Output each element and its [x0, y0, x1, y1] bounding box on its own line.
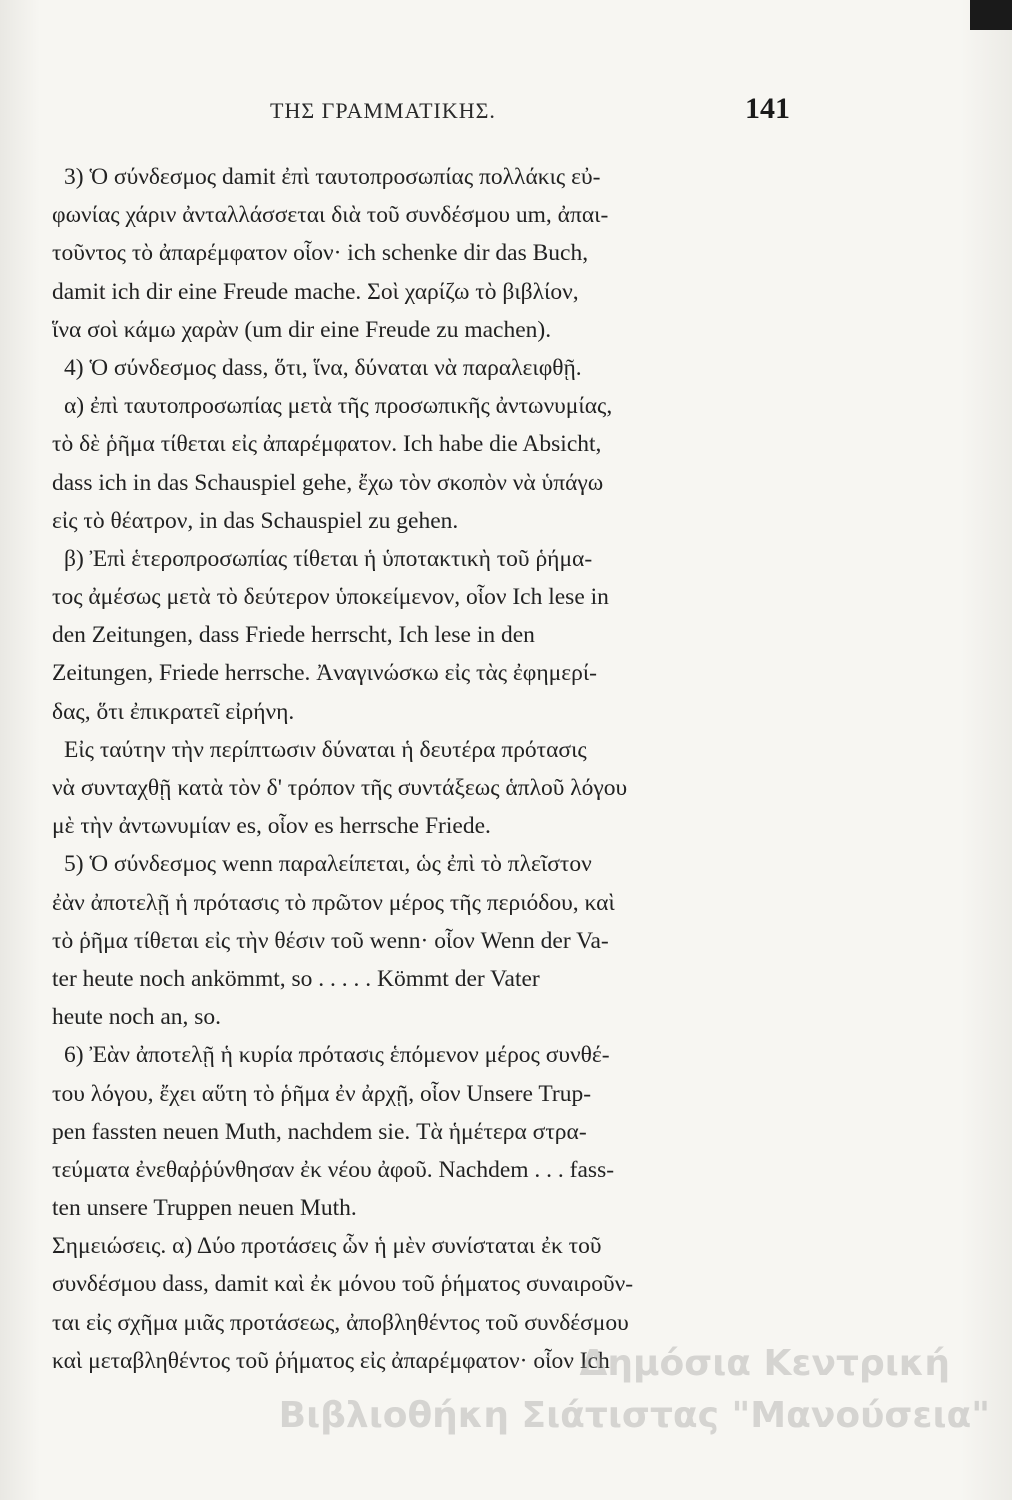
text-line: εἰς τὸ θέατρον, in das Schauspiel zu gehen. [52, 507, 459, 534]
text-line: τος ἀμέσως μετὰ τὸ δεύτερον ὑποκείμενον, οἷον Ich lese in [52, 584, 609, 611]
text-line: α) ἐπὶ ταυτοπροσωπίας μετὰ τῆς προσωπικῆς ἀντωνυμίας, [64, 393, 613, 420]
text-line: ἐὰν ἀποτελῇ ἡ πρότασις τὸ πρῶτον μέρος τῆς περιόδου, καὶ [52, 889, 615, 916]
watermark-line-2: Βιβλιοθήκη Σιάτιστας "Μανούσεια" [278, 1395, 990, 1436]
library-watermark [230, 1343, 990, 1463]
text-line: dass ich in das Schauspiel gehe, ἔχω τὸν σκοπὸν νὰ ὑπάγω [52, 469, 604, 496]
text-line: Εἰς ταύτην τὴν περίπτωσιν δύναται ἡ δευτέρα πρότασις [64, 736, 587, 763]
text-line: 4) Ὁ σύνδεσμος dass, ὅτι, ἵνα, δύναται νὰ παραλειφθῇ. [64, 354, 582, 381]
text-line: δας, ὅτι ἐπικρατεῖ εἰρήνη. [52, 698, 295, 725]
page-number: 141 [745, 92, 790, 125]
watermark-line-1: Δημόσια Κεντρική [579, 1343, 950, 1384]
text-line: ἵνα σοὶ κάμω χαρὰν (um dir eine Freude zu machen). [52, 316, 552, 343]
text-line: φωνίας χάριν ἀνταλλάσσεται διὰ τοῦ συνδέσμου um, ἀπαι- [52, 202, 609, 229]
running-title: ΤΗΣ ΓΡΑΜΜΑΤΙΚΗΣ. [270, 98, 496, 123]
text-line: τὸ δὲ ῥῆμα τίθεται εἰς ἀπαρέμφατον. Ich habe die Absicht, [52, 431, 602, 458]
text-line: Zeitungen, Friede herrsche. Ἀναγινώσκω εἰς τὰς ἐφημερί- [52, 660, 597, 687]
text-line: νὰ συνταχθῇ κατὰ τὸν δ' τρόπον τῆς συντάξεως ἁπλοῦ λόγου [52, 775, 628, 801]
text-line: 6) Ἐὰν ἀποτελῇ ἡ κυρία πρότασις ἑπόμενον μέρος συνθέ- [64, 1042, 610, 1069]
text-line: καὶ μεταβληθέντος τοῦ ῥήματος εἰς ἀπαρέμφατον· οἷον Ich [52, 1347, 610, 1374]
text-line: συνδέσμου dass, damit καὶ ἐκ μόνου τοῦ ῥήματος συναιροῦν- [52, 1271, 634, 1298]
text-line: τοῦντος τὸ ἀπαρέμφατον οἷον· ich schenke dir das Buch, [52, 240, 589, 267]
text-line: ten unsere Truppen neuen Muth. [52, 1195, 357, 1222]
text-line: damit ich dir eine Freude mache. Σοὶ χαρίζω τὸ βιβλίον, [52, 278, 579, 305]
body-text [52, 158, 784, 1380]
text-line: 3) Ὁ σύνδεσμος damit ἐπὶ ταυτοπροσωπίας πολλάκις εὐ- [64, 164, 601, 190]
text-line: του λόγου, ἔχει αὕτη τὸ ῥῆμα ἐν ἀρχῇ, οἷον Unsere Trup- [52, 1080, 592, 1107]
scan-corner-mark [970, 0, 1012, 30]
text-line: β) Ἐπὶ ἑτεροπροσωπίας τίθεται ἡ ὑποτακτικὴ τοῦ ῥήμα- [64, 545, 593, 572]
text-line: ter heute noch ankömmt, so . . . . . Kömmt der Vater [52, 965, 540, 992]
text-line: τὸ ῥῆμα τίθεται εἰς τὴν θέσιν τοῦ wenn· οἷον Wenn der Va- [52, 927, 609, 954]
text-line: pen fassten neuen Muth, nachdem sie. Τὰ ἡμέτερα στρα- [52, 1118, 587, 1145]
text-line: τεύματα ἐνεθαῤῥύνθησαν ἐκ νέου ἀφοῦ. Nachdem . . . fass- [52, 1156, 615, 1183]
text-line: heute noch an, so. [52, 1004, 222, 1031]
page-header [270, 92, 790, 132]
text-line: Σημειώσεις. α) Δύο προτάσεις ὧν ἡ μὲν συνίσταται ἐκ τοῦ [52, 1233, 602, 1260]
text-line: μὲ τὴν ἀντωνυμίαν es, οἷον es herrsche Friede. [52, 813, 491, 840]
text-line: 5) Ὁ σύνδεσμος wenn παραλείπεται, ὡς ἐπὶ τὸ πλεῖστον [64, 851, 592, 878]
text-line: ται εἰς σχῆμα μιᾶς προτάσεως, ἀποβληθέντος τοῦ συνδέσμου [52, 1309, 629, 1336]
text-line: den Zeitungen, dass Friede herrscht, Ich lese in den [52, 622, 535, 649]
